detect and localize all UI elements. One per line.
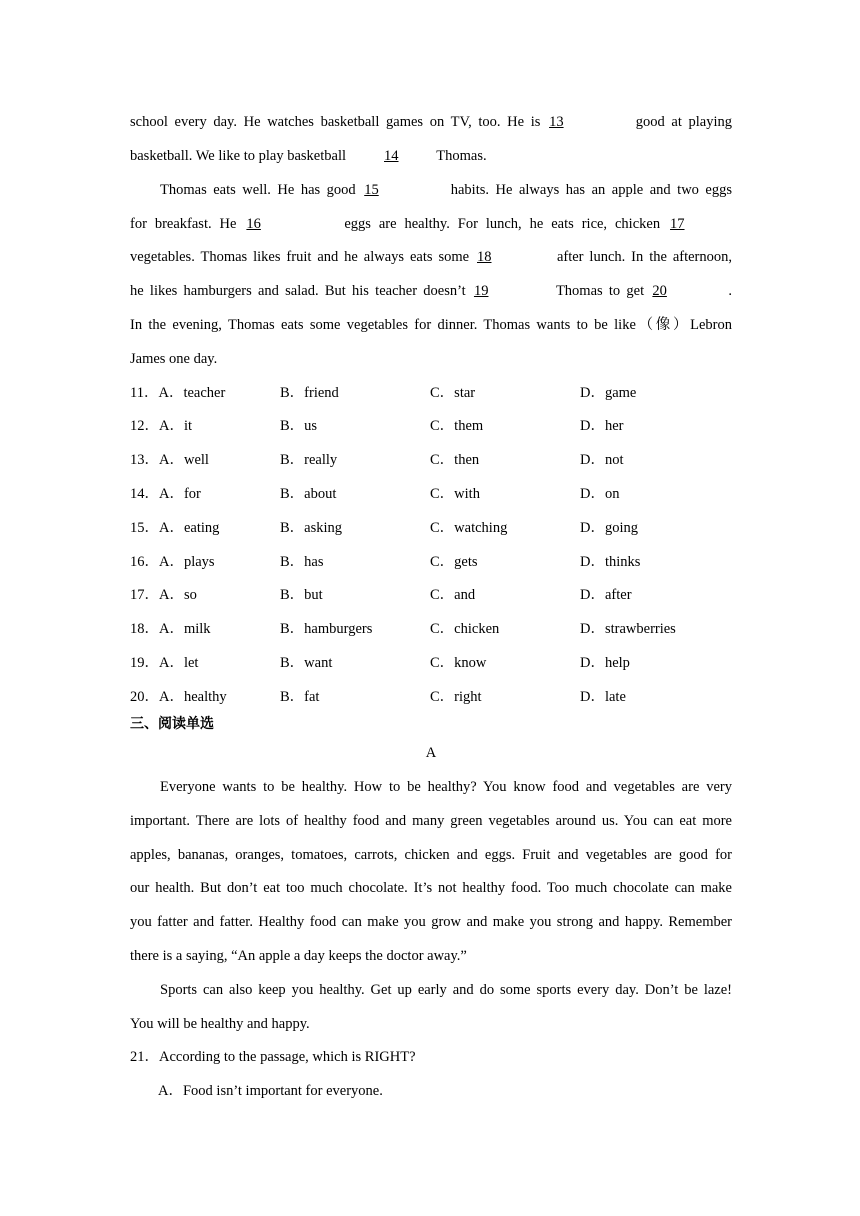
cloze-line-4 xyxy=(130,214,732,234)
passage-line: there is a saying, “An apple a day keeps the doctor away.” xyxy=(130,948,467,964)
option-a: A．milk xyxy=(159,621,211,637)
question-number: 11． xyxy=(130,385,159,401)
passage-label: A xyxy=(425,745,437,761)
cloze-text: he likes hamburgers and salad. But his teacher doesn’t xyxy=(130,283,466,299)
cloze-text: Thomas eats well. He has good xyxy=(160,182,356,198)
cloze-blank-16: 16 xyxy=(246,216,261,232)
question-number: 13． xyxy=(130,452,159,468)
question-row xyxy=(130,687,227,707)
option-b: B．us xyxy=(280,418,318,434)
option-d: D．help xyxy=(580,655,630,671)
cloze-line-5 xyxy=(130,247,732,267)
question-row xyxy=(130,416,192,436)
cloze-line-7: In the evening, Thomas eats some vegetables for dinner. Thomas wants to be like（像）Lebron xyxy=(130,317,732,333)
passage-line: You will be healthy and happy. xyxy=(130,1016,310,1032)
cloze-blank-13: 13 xyxy=(549,114,564,130)
passage-line: apples, bananas, oranges, tomatoes, carrots, chicken and eggs. Fruit and vegetables are good for xyxy=(130,847,732,863)
option-d: D．game xyxy=(580,385,637,401)
option-b: B．fat xyxy=(280,689,320,705)
cloze-blank-18: 18 xyxy=(477,249,492,265)
option-a: A．it xyxy=(159,418,193,434)
question-number: 17． xyxy=(130,587,159,603)
question-row xyxy=(130,653,198,673)
cloze-text: Thomas. xyxy=(436,148,487,164)
option-c: C．star xyxy=(430,385,476,401)
cloze-blank-14: 14 xyxy=(384,148,399,164)
section-heading: 三、阅读单选 xyxy=(130,716,214,732)
cloze-text: after lunch. In the afternoon, xyxy=(556,249,733,265)
question-row xyxy=(130,383,225,403)
option-d: D．strawberries xyxy=(580,621,676,637)
option-b: B．really xyxy=(280,452,338,468)
cloze-blank-19: 19 xyxy=(473,283,489,299)
question-row xyxy=(130,484,201,504)
option-b: B．asking xyxy=(280,520,343,536)
option-c: C．gets xyxy=(430,554,478,570)
question-row xyxy=(130,619,211,639)
passage-line: Everyone wants to be healthy. How to be healthy? You know food and vegetables are very xyxy=(160,779,732,795)
cloze-line-8: James one day. xyxy=(130,351,218,367)
option-d: D．not xyxy=(580,452,624,468)
question-row xyxy=(130,552,215,572)
option-d: D．thinks xyxy=(580,554,641,570)
option-b: B．hamburgers xyxy=(280,621,373,637)
option-d: D．on xyxy=(580,486,620,502)
option-a: A．for xyxy=(159,486,201,502)
cloze-blank-17: 17 xyxy=(670,216,685,232)
cloze-blank-15: 15 xyxy=(364,182,379,198)
cloze-text: basketball. We like to play basketball xyxy=(130,148,347,164)
option-a: A．so xyxy=(159,587,197,603)
option-b: B．friend xyxy=(280,385,339,401)
question-number: 15． xyxy=(130,520,159,536)
option-c: C．with xyxy=(430,486,480,502)
option-b: B．about xyxy=(280,486,337,502)
question-row xyxy=(130,450,209,470)
passage-line: Sports can also keep you healthy. Get up early and do some sports every day. Don’t be laze! xyxy=(160,982,732,998)
option-c: C．right xyxy=(430,689,482,705)
cloze-text: eggs are healthy. For lunch, he eats rice, chicken xyxy=(344,216,661,232)
cloze-text: good at playing xyxy=(635,114,733,130)
cloze-line-2 xyxy=(130,146,732,166)
option-a: A．plays xyxy=(159,554,215,570)
cloze-line-1 xyxy=(130,112,732,132)
option-c: C．then xyxy=(430,452,480,468)
cloze-text: habits. He always has an apple and two eggs xyxy=(450,182,733,198)
question-row xyxy=(130,585,197,605)
question-number: 16． xyxy=(130,554,159,570)
question-number: 12． xyxy=(130,418,159,434)
cloze-line-6 xyxy=(130,281,732,301)
option-c: C．know xyxy=(430,655,487,671)
option-b: B．has xyxy=(280,554,324,570)
option-b: B．want xyxy=(280,655,333,671)
option-d: D．her xyxy=(580,418,624,434)
option-d: D．going xyxy=(580,520,638,536)
question-number: 14． xyxy=(130,486,159,502)
option-a: A．healthy xyxy=(159,689,227,705)
cloze-text: vegetables. Thomas likes fruit and he always eats some xyxy=(130,249,470,265)
option-a: A．well xyxy=(159,452,209,468)
cloze-blank-20: 20 xyxy=(652,283,667,299)
option-a: A．eating xyxy=(159,520,220,536)
question-number: 19． xyxy=(130,655,159,671)
cloze-text: Thomas to get xyxy=(555,283,645,299)
option-c: C．them xyxy=(430,418,484,434)
option-a: A．teacher xyxy=(158,385,226,401)
cloze-text: . xyxy=(728,283,733,299)
question-number: 20． xyxy=(130,689,159,705)
option-d: D．after xyxy=(580,587,632,603)
option-c: C．and xyxy=(430,587,476,603)
option-c: C．watching xyxy=(430,520,508,536)
option-b: B．but xyxy=(280,587,323,603)
cloze-text: for breakfast. He xyxy=(130,216,237,232)
cloze-text: school every day. He watches basketball games on TV, too. He is xyxy=(130,114,541,130)
option-c: C．chicken xyxy=(430,621,500,637)
cloze-line-3 xyxy=(160,180,732,200)
question-number: 18． xyxy=(130,621,159,637)
passage-line: important. There are lots of healthy food and many green vegetables around us. You can eat more xyxy=(130,813,732,829)
option-d: D．late xyxy=(580,689,626,705)
passage-line: you fatter and fatter. Healthy food can make you grow and make you strong and happy. Remember xyxy=(130,914,732,930)
passage-line: our health. But don’t eat too much chocolate. It’s not healthy food. Too much chocolate can make xyxy=(130,880,732,896)
question-21-option-a: A．Food isn’t important for everyone. xyxy=(158,1083,383,1099)
question-row xyxy=(130,518,219,538)
option-a: A．let xyxy=(159,655,199,671)
question-21-stem: 21．According to the passage, which is RIGHT? xyxy=(130,1049,416,1065)
